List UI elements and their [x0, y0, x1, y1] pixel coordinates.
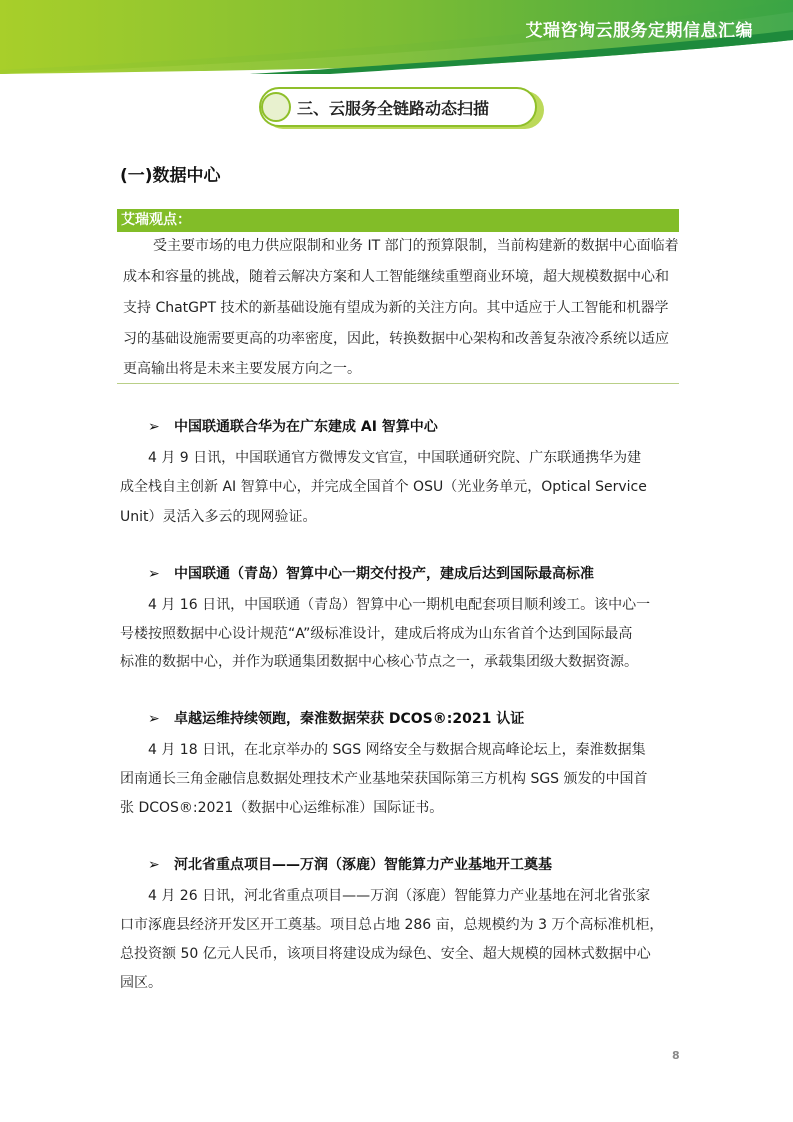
- viewpoint-line: 更高输出将是未来主要发展方向之一。: [123, 361, 361, 377]
- news-body-line: 号楼按照数据中心设计规范“A”级标准设计，建成后将成为山东省首个达到国际最高: [120, 626, 633, 642]
- page-number: 8: [672, 1049, 680, 1062]
- viewpoint-line: 受主要市场的电力供应限制和业务 IT 部门的预算限制，当前构建新的数据中心面临着: [153, 238, 679, 254]
- viewpoint-label: 艾瑞观点：: [117, 209, 679, 232]
- news-body-line: 团南通长三角金融信息数据处理技术产业基地荣获国际第三方机构 SGS 颁发的中国首: [120, 771, 648, 787]
- arrow-bullet-icon: ➢: [148, 566, 160, 582]
- viewpoint-line: 成本和容量的挑战，随着云解决方案和人工智能继续重塑商业环境，超大规模数据中心和: [123, 269, 669, 285]
- news-body-line: 总投资额 50 亿元人民币，该项目将建设成为绿色、安全、超大规模的园林式数据中心: [120, 946, 651, 962]
- news-body-line: 4 月 26 日讯，河北省重点项目——万润（涿鹿）智能算力产业基地在河北省张家: [148, 888, 651, 904]
- news-title: [148, 417, 438, 437]
- news-title-text: 河北省重点项目——万润（涿鹿）智能算力产业基地开工奠基: [174, 857, 552, 873]
- news-body-line: 张 DCOS®:2021（数据中心运维标准）国际证书。: [120, 800, 444, 816]
- arrow-bullet-icon: ➢: [148, 419, 160, 435]
- viewpoint-line: 支持 ChatGPT 技术的新基础设施有望成为新的关注方向。其中适应于人工智能和机器学: [123, 300, 669, 316]
- news-body-line: 口市涿鹿县经济开发区开工奠基。项目总占地 286 亩，总规模约为 3 万个高标准机柜，: [120, 917, 664, 933]
- news-body-line: Unit）灵活入多云的现网验证。: [120, 509, 317, 525]
- news-title-text: 中国联通联合华为在广东建成 AI 智算中心: [174, 419, 438, 435]
- news-title: [148, 709, 524, 729]
- banner-title: 艾瑞咨询云服务定期信息汇编: [525, 21, 753, 41]
- news-body-line: 园区。: [120, 975, 162, 991]
- viewpoint-box: [117, 209, 679, 384]
- section-title: 三、云服务全链路动态扫描: [297, 99, 490, 118]
- subsection-heading: (一)数据中心: [120, 166, 221, 186]
- news-body-line: 4 月 9 日讯，中国联通官方微博发文官宣，中国联通研究院、广东联通携华为建: [148, 450, 642, 466]
- viewpoint-line: 习的基础设施需要更高的功率密度，因此，转换数据中心架构和改善复杂液冷系统以适应: [123, 331, 669, 347]
- news-title: [148, 855, 552, 875]
- news-title: [148, 564, 594, 584]
- news-body-line: 标准的数据中心，并作为联通集团数据中心核心节点之一，承载集团级大数据资源。: [120, 654, 638, 670]
- news-title-text: 中国联通（青岛）智算中心一期交付投产，建成后达到国际最高标准: [174, 566, 594, 582]
- news-body-line: 成全栈自主创新 AI 智算中心，并完成全国首个 OSU（光业务单元，Optical Service: [120, 479, 647, 495]
- news-body-line: 4 月 16 日讯，中国联通（青岛）智算中心一期机电配套项目顺利竣工。该中心一: [148, 597, 651, 613]
- arrow-bullet-icon: ➢: [148, 857, 160, 873]
- arrow-bullet-icon: ➢: [148, 711, 160, 727]
- news-body-line: 4 月 18 日讯，在北京举办的 SGS 网络安全与数据合规高峰论坛上，秦淮数据集: [148, 742, 646, 758]
- news-title-text: 卓越运维持续领跑，秦淮数据荣获 DCOS®:2021 认证: [174, 711, 525, 727]
